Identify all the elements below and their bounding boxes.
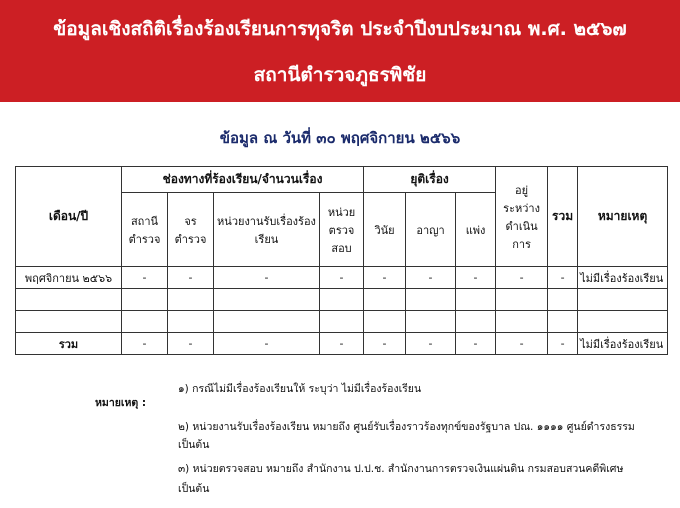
cell-remark bbox=[578, 289, 668, 311]
cell-value bbox=[364, 311, 406, 333]
cell-value: - bbox=[168, 267, 214, 289]
cell-remark: ไม่มีเรื่องร้องเรียน bbox=[578, 267, 668, 289]
header-receiver: หน่วยงานรับเรื่องร้องเรียน bbox=[214, 193, 320, 267]
total-row bbox=[16, 333, 668, 355]
cell-value: - bbox=[496, 333, 548, 355]
cell-value: - bbox=[320, 267, 364, 289]
header-discipline: วินัย bbox=[364, 193, 406, 267]
cell-value bbox=[496, 311, 548, 333]
header-resolved-group: ยุติเรื่อง bbox=[364, 167, 496, 193]
table-row bbox=[16, 267, 668, 289]
note-line: เป็นต้น bbox=[178, 439, 210, 451]
cell-value bbox=[456, 289, 496, 311]
cell-value bbox=[456, 311, 496, 333]
cell-remark: ไม่มีเรื่องร้องเรียน bbox=[578, 333, 668, 355]
cell-value bbox=[214, 289, 320, 311]
header-remark: หมายเหตุ bbox=[578, 167, 668, 267]
cell-month bbox=[16, 289, 122, 311]
cell-value bbox=[122, 289, 168, 311]
cell-value: - bbox=[548, 333, 578, 355]
header-patrol: จรตำรวจ bbox=[168, 193, 214, 267]
cell-value: - bbox=[406, 333, 456, 355]
table-row bbox=[16, 289, 668, 311]
cell-value: - bbox=[214, 267, 320, 289]
cell-value: - bbox=[496, 267, 548, 289]
header-month: เดือน/ปี bbox=[16, 167, 122, 267]
header-banner bbox=[0, 0, 680, 102]
cell-value: - bbox=[548, 267, 578, 289]
header-criminal: อาญา bbox=[406, 193, 456, 267]
complaint-statistics-table bbox=[15, 166, 668, 355]
cell-value bbox=[168, 289, 214, 311]
note-line: ๓) หน่วยตรวจสอบ หมายถึง สำนักงาน ป.ป.ช. สำนักงานการตรวจเงินแผ่นดิน กรมสอบสวนคดีพิเศษ bbox=[178, 463, 624, 475]
cell-value bbox=[214, 311, 320, 333]
note-line: ๑) กรณีไม่มีเรื่องร้องเรียนให้ ระบุว่า ไม่มีเรื่องร้องเรียน bbox=[178, 383, 422, 395]
cell-total-label: รวม bbox=[16, 333, 122, 355]
page-subtitle: สถานีตำรวจภูธรพิชัย bbox=[253, 64, 427, 86]
page-title: ข้อมูลเชิงสถิติเรื่องร้องเรียนการทุจริต ประจำปีงบประมาณ พ.ศ. ๒๕๖๗ bbox=[53, 18, 627, 40]
header-station: สถานีตำรวจ bbox=[122, 193, 168, 267]
cell-value: - bbox=[122, 267, 168, 289]
cell-value: - bbox=[122, 333, 168, 355]
cell-value bbox=[320, 311, 364, 333]
cell-value: - bbox=[364, 333, 406, 355]
cell-month: พฤศจิกายน ๒๕๖๖ bbox=[16, 267, 122, 289]
cell-value bbox=[406, 311, 456, 333]
header-inspector: หน่วยตรวจสอบ bbox=[320, 193, 364, 267]
cell-value: - bbox=[456, 267, 496, 289]
header-total: รวม bbox=[548, 167, 578, 267]
cell-value: - bbox=[364, 267, 406, 289]
header-civil: แพ่ง bbox=[456, 193, 496, 267]
cell-value: - bbox=[406, 267, 456, 289]
cell-value bbox=[496, 289, 548, 311]
cell-value bbox=[320, 289, 364, 311]
table-row bbox=[16, 311, 668, 333]
cell-value: - bbox=[214, 333, 320, 355]
cell-value bbox=[122, 311, 168, 333]
notes-label: หมายเหตุ : bbox=[95, 397, 147, 409]
note-line: ๒) หน่วยงานรับเรื่องร้องเรียน หมายถึง ศูนย์รับเรื่องราวร้องทุกข์ของรัฐบาล ปณ. ๑๑๑๑ ศูนย์ดำรงธรรม bbox=[178, 421, 635, 433]
cell-value bbox=[406, 289, 456, 311]
cell-value bbox=[548, 289, 578, 311]
cell-remark bbox=[578, 311, 668, 333]
cell-month bbox=[16, 311, 122, 333]
header-channels-group: ช่องทางที่ร้องเรียน/จำนวนเรื่อง bbox=[122, 167, 364, 193]
note-line: เป็นต้น bbox=[178, 483, 210, 495]
cell-value: - bbox=[320, 333, 364, 355]
cell-value bbox=[548, 311, 578, 333]
date-line: ข้อมูล ณ วันที่ ๓๐ พฤศจิกายน ๒๕๖๖ bbox=[219, 129, 461, 147]
cell-value bbox=[364, 289, 406, 311]
header-pending: อยู่ระหว่างดำเนินการ bbox=[496, 167, 548, 267]
cell-value: - bbox=[456, 333, 496, 355]
cell-value: - bbox=[168, 333, 214, 355]
cell-value bbox=[168, 311, 214, 333]
